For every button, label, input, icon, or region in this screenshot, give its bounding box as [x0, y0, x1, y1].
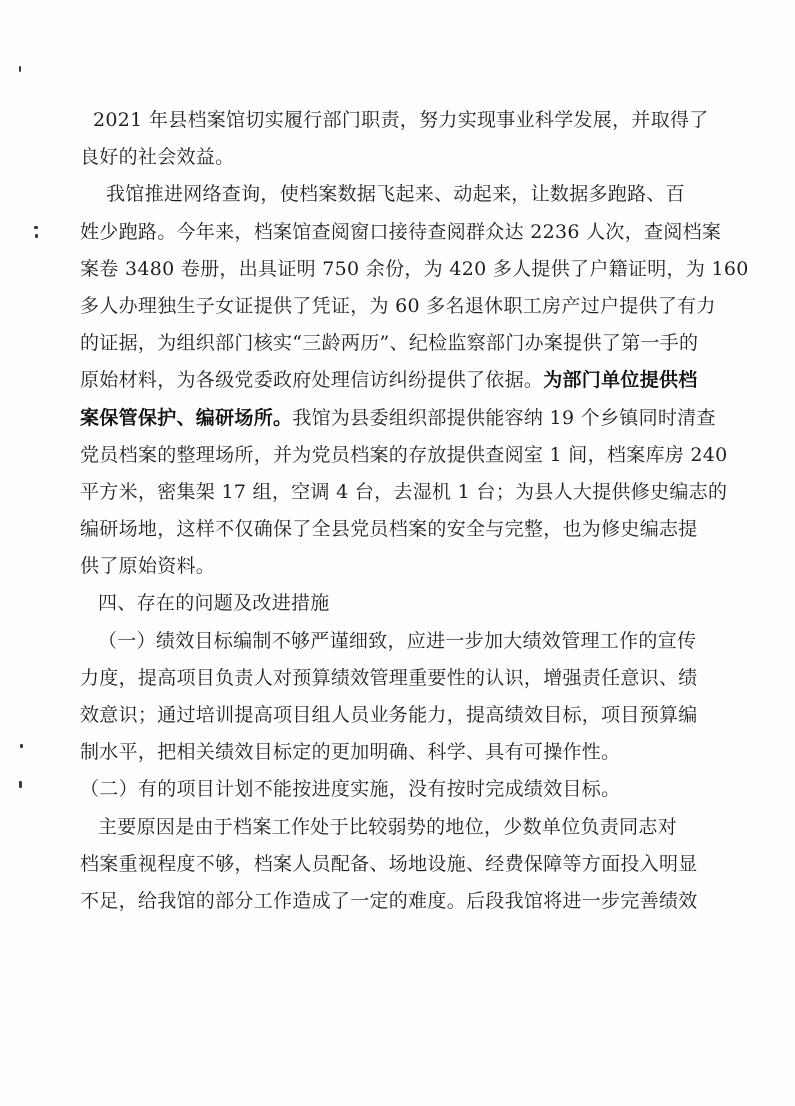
paragraph-line: 2021 年县档案馆切实履行部门职责，努力实现事业科学发展，并取得了 — [93, 109, 709, 131]
paragraph-line: 效意识；通过培训提高项目组人员业务能力，提高绩效目标，项目预算编 — [80, 704, 698, 726]
scan-speck — [35, 234, 38, 238]
paragraph-line: 制水平，把相关绩效目标定的更加明确、科学、具有可操作性。 — [80, 741, 621, 764]
line-text: 原始材料，为各级党委政府处理信访纠纷提供了依据。 — [80, 369, 544, 392]
paragraph-line: 不足，给我馆的部分工作造成了一定的难度。后段我馆将进一步完善绩效 — [80, 889, 698, 912]
paragraph-line: 编研场地，这样不仅确保了全县党员档案的安全与完整，也为修史编志提 — [80, 518, 698, 541]
paragraph-line: 的证据，为组织部门核实“三龄两历”、纪检监察部门办案提供了第一手的 — [80, 332, 699, 355]
paragraph-line: 我馆推进网络查询，使档案数据飞起来、动起来，让数据多跑路、百 — [106, 183, 686, 206]
paragraph-line — [80, 400, 745, 437]
paragraph-line: 供了原始资料。 — [80, 555, 216, 578]
bold-heading-text: 为部门单位提供档 — [543, 369, 698, 392]
paragraph-line: （一）绩效目标编制不够严谨细致，应进一步加大绩效管理工作的宣传 — [98, 629, 697, 652]
paragraph-line: 党员档案的整理场所，并为党员档案的存放提供查阅室 1 间，档案库房 240 — [80, 443, 728, 466]
bold-heading-text: 案保管保护、编研场所。 — [80, 406, 293, 429]
paragraph-line: 姓少跑路。今年来，档案馆查阅窗口接待查阅群众达 2236 人次，查阅档案 — [80, 220, 722, 243]
line-text: 我馆为县委组织部提供能容纳 19 个乡镇同时清查 — [292, 406, 716, 429]
paragraph-line: 力度，提高项目负责人对预算绩效管理重要性的认识，增强责任意识、绩 — [80, 666, 698, 689]
paragraph-line: （二）有的项目计划不能按进度实施，没有按时完成绩效目标。 — [80, 778, 621, 801]
paragraph-line: 良好的社会效益。 — [80, 146, 235, 169]
paragraph-line: 主要原因是由于档案工作处于比较弱势的地位，少数单位负责同志对 — [98, 815, 678, 838]
paragraph-line: 案卷 3480 卷册，出具证明 750 余份，为 420 多人提供了户籍证明，为 160 — [80, 257, 749, 280]
document-body — [80, 102, 749, 920]
paragraph-line: 多人办理独生子女证提供了凭证，为 60 多名退休职工房产过户提供了有力 — [80, 294, 716, 317]
section-heading: 四、存在的问题及改进措施 — [98, 592, 330, 615]
scan-speck — [34, 226, 38, 229]
scan-speck — [19, 66, 21, 72]
paragraph-line: 档案重视程度不够，档案人员配备、场地设施、经费保障等方面投入明显 — [80, 852, 698, 875]
paragraph-line — [80, 362, 745, 399]
scan-speck — [19, 781, 22, 788]
paragraph-line: 平方米，密集架 17 组，空调 4 台，去湿机 1 台；为县人大提供修史编志的 — [80, 480, 728, 503]
scan-speck — [20, 744, 23, 748]
